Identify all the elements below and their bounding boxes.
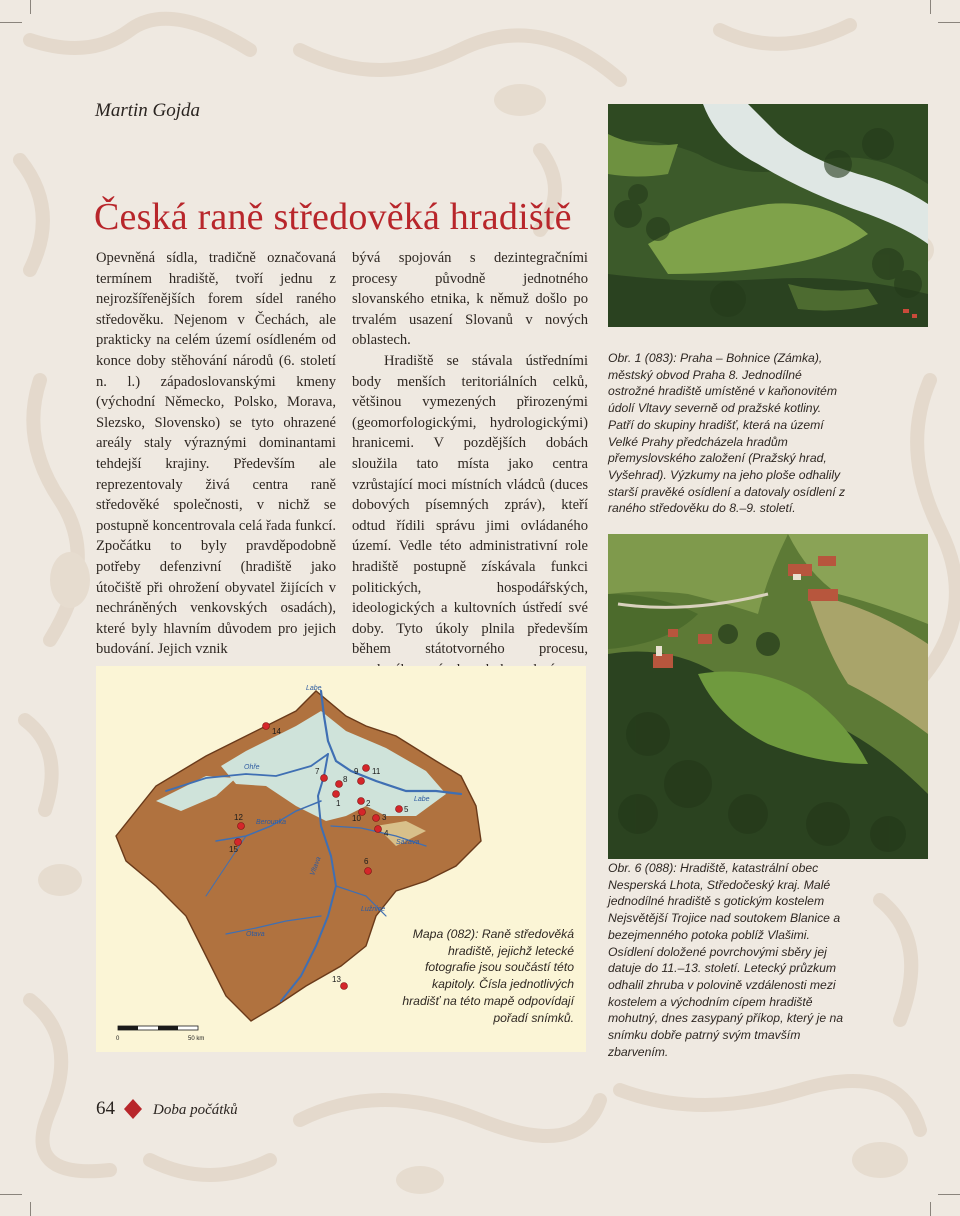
caption-map: Mapa (082): Raně středověká hradiště, jejichž letecké fotografie jsou součástí této kapitoly. Čísla jednotlivých hradišť na této mapě odpovídají pořadí snímků. [402,927,574,1025]
photo-nesperska-lhota-aerial [608,534,928,859]
site-label: 11 [372,767,381,776]
river-label: Labe [414,796,430,803]
site-label: 3 [382,813,387,822]
site-label: 7 [315,767,320,776]
site-marker [358,778,365,785]
site-marker [375,826,382,833]
photo-bohnice-aerial [608,104,928,327]
text-column-1 [96,248,336,660]
site-marker [341,983,348,990]
scale-start: 0 [116,1036,120,1042]
aerial-photo-image [608,534,928,859]
site-label: 2 [366,799,371,808]
site-label: 4 [384,829,389,838]
map-scale-bar [116,1026,204,1042]
scale-end: 50 km [188,1036,205,1042]
site-marker [238,823,245,830]
site-label: 8 [343,775,348,784]
site-label: 6 [364,857,369,866]
diamond-icon [124,1099,142,1119]
site-label: 10 [352,814,361,823]
site-label: 12 [234,813,243,822]
page-number: 64 [96,1098,115,1119]
site-label: 5 [404,805,409,814]
paragraph-centers: Hradiště se stávala ústředními body menších teritoriálních celků, většinou vymezených přirozenými (geomorfologickými, hydrologickými) hranicemi. V pozdějších dobách sloužila tato místa jako centra vzrůstající moci místních vládců (duces dobových písemných zpráv), kteří odtud řídili správu jimi ovládaného území. Vedle této administrativní role hradiště postupně získávala funkci politických, hospodářských, ideologických a kultovních ústředí své doby. Tyto úkoly plnila především během státotvorného procesu, [352,352,588,658]
caption-photo-1: Obr. 1 (083): Praha – Bohnice (Zámka), městský obvod Praha 8. Jednodílné ostrožné hradiště umístěné v kaňonovitém údolí Vltavy severně od pražské kotliny. Patří do skupiny hradišť, která na území Velké Prahy předcházela hradům přemyslovského založení (Pražský hrad, Vyšehrad). Výzkumy na jeho ploše odhalily starší pravěké osídlení a datovaly osídlení z raného středověku do 8.–9. století. [608,351,846,516]
river-label: Ohře [244,764,260,771]
river-label: Labe [306,685,322,692]
site-marker [363,765,370,772]
river-label: Otava [246,931,265,938]
site-label: 13 [332,975,341,984]
article-title: Česká raně středověká hradiště [94,196,572,238]
site-label: 15 [229,845,238,854]
river-label: Vltava [309,855,323,877]
site-marker [358,798,365,805]
crop-mark [930,0,931,14]
caption-photo-6: Obr. 6 (088): Hradiště, katastrální obec Nesperská Lhota, Středočeský kraj. Malé jednodílné hradiště s gotickým kostelem Nejsvětější Trojice nad soutokem Blanice a bezejmenného potoka poblíž Vlašimi. Osídlení doložené povrchovými sběry jej datuje do 11.–13. století. Letecký průzkum odhalil zhruba v polovině vzdálenosti mezi kostelem a východním cípem hradiště mohutný, dnes zasypaný příkop, který je na snímku dobře patrný svým tmavším zbarvením. [608,861,844,1059]
site-label: 9 [354,767,359,776]
site-marker [365,868,372,875]
site-marker [321,775,328,782]
site-marker [336,781,343,788]
author-name: Martin Gojda [95,100,201,121]
river-label: Berounka [256,819,286,826]
paragraph-continuation: bývá spojován s dezintegračními procesy původně jednotného slovanského etnika, k němuž došlo po trvalém usazení Slovanů v nových oblastech. [352,250,588,349]
section-name: Doba počátků [153,1102,238,1118]
aerial-photo-image [608,104,928,327]
site-marker [373,815,380,822]
crop-mark [0,22,22,23]
crop-mark [30,1202,31,1216]
crop-mark [0,1194,22,1195]
text-column-2 [352,248,588,680]
site-label: 14 [272,727,281,736]
site-marker [396,806,403,813]
crop-mark [930,1202,931,1216]
site-label: 1 [336,799,341,808]
paragraph-intro: Opevněná sídla, tradičně označovaná termínem hradiště, tvoří jednu z nejrozšířenějších forem sídel raného středověku. Nejenom v Čechách, ale prakticky na celém území osídleném od konce doby stěhování národů (6. století n. l.) západoslovanskými kmeny (východní Německo, Polsko, Morava, Slezsko, Slovensko) se tyto ohrazené areály staly výraznými dominantami tehdejší krajiny. Především ale reprezentovaly živá centra raně středověké společnosti, v nichž se postupně koncentrovala celá řada funkcí. Zpočátku to byly pravděpodobně potřeby defenzivní (hradiště jako útočiště při ohrožení obyvatel žijících v nechráněných venkovských osadách), které byly hlavním důvodem pro jejich budování. Jejich vznik [96,250,336,658]
river-label: Lužnice [361,906,386,913]
river-label: Sázava [396,839,420,846]
site-marker [333,791,340,798]
crop-mark [938,22,960,23]
site-marker [263,723,270,730]
crop-mark [30,0,31,14]
crop-mark [938,1194,960,1195]
